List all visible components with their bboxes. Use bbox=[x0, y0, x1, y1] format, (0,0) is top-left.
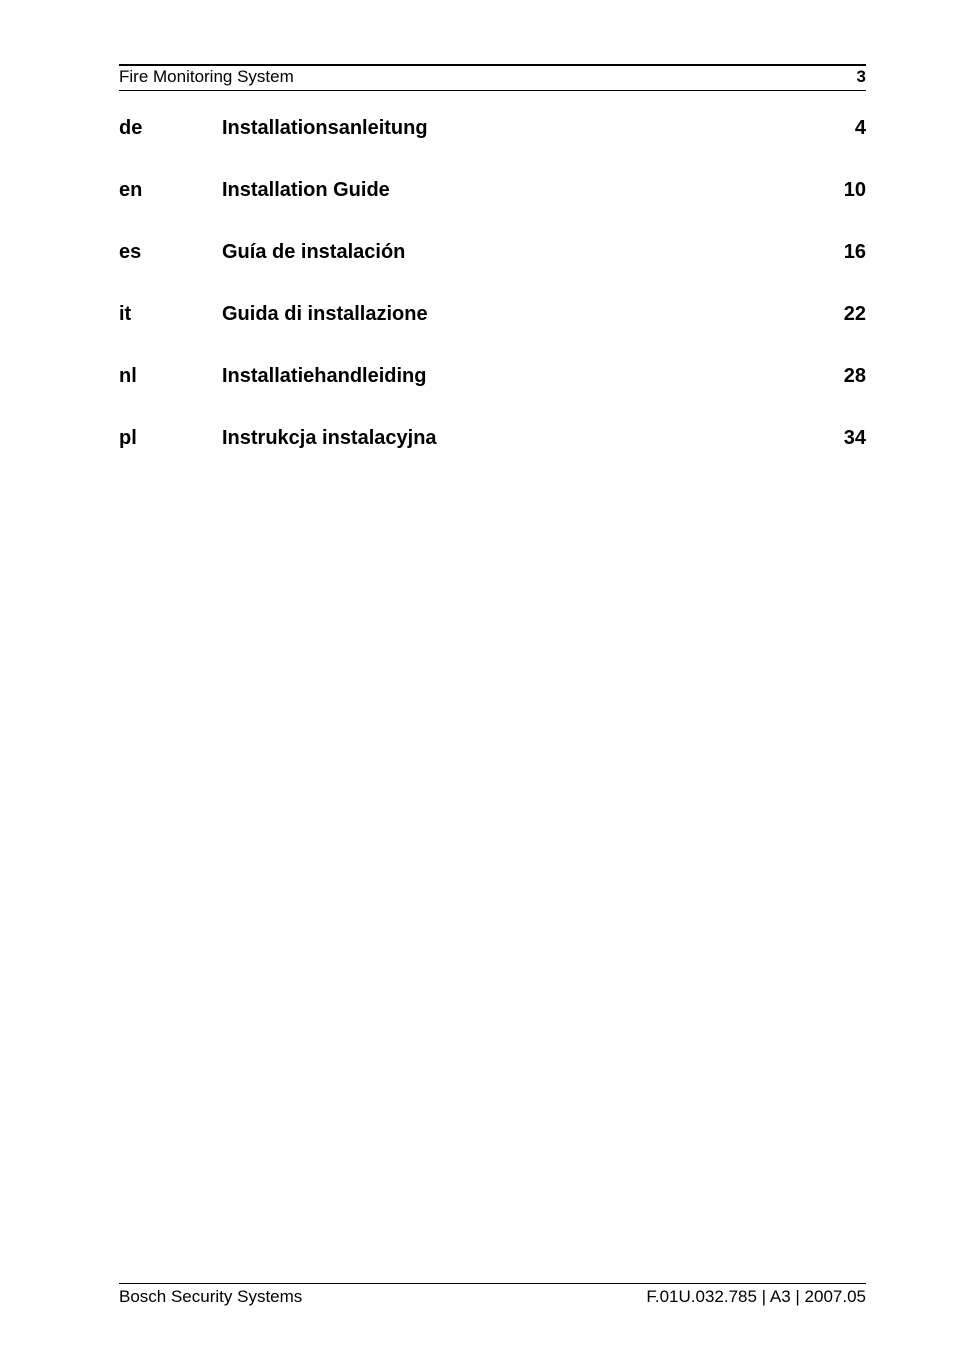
toc-entry-de[interactable] bbox=[119, 113, 866, 175]
page-footer bbox=[119, 1285, 866, 1309]
toc-entry-nl[interactable] bbox=[119, 361, 866, 423]
footer-rule bbox=[119, 1283, 866, 1284]
toc-lang-code: it bbox=[119, 303, 132, 325]
toc-title: Guida di installazione bbox=[222, 303, 428, 325]
toc-page-number: 28 bbox=[843, 365, 866, 387]
footer-company: Bosch Security Systems bbox=[119, 1287, 303, 1306]
toc-lang-code: pl bbox=[119, 427, 137, 449]
header-page-number: 3 bbox=[856, 67, 866, 86]
toc-lang-code: es bbox=[119, 241, 142, 263]
header-title: Fire Monitoring System bbox=[119, 67, 294, 86]
page-header bbox=[119, 65, 866, 89]
header-rule-bottom bbox=[119, 90, 866, 91]
toc-entry-es[interactable] bbox=[119, 237, 866, 299]
toc-entry-pl[interactable] bbox=[119, 423, 866, 485]
toc-lang-code: nl bbox=[119, 365, 137, 387]
toc-page-number: 4 bbox=[854, 117, 866, 139]
toc-entry-it[interactable] bbox=[119, 299, 866, 361]
toc-page-number: 16 bbox=[843, 241, 866, 263]
toc-lang-code: de bbox=[119, 117, 143, 139]
toc-title: Installatiehandleiding bbox=[222, 365, 427, 387]
toc-page-number: 34 bbox=[843, 427, 866, 449]
toc-title: Instrukcja instalacyjna bbox=[222, 427, 437, 449]
footer-doc-info: F.01U.032.785 | A3 | 2007.05 bbox=[646, 1287, 866, 1306]
toc-title: Installationsanleitung bbox=[222, 117, 428, 139]
toc-title: Installation Guide bbox=[222, 179, 390, 201]
table-of-contents bbox=[119, 113, 866, 485]
toc-lang-code: en bbox=[119, 179, 143, 201]
toc-entry-en[interactable] bbox=[119, 175, 866, 237]
toc-page-number: 10 bbox=[843, 179, 866, 201]
toc-page-number: 22 bbox=[843, 303, 866, 325]
toc-title: Guía de instalación bbox=[222, 241, 406, 263]
